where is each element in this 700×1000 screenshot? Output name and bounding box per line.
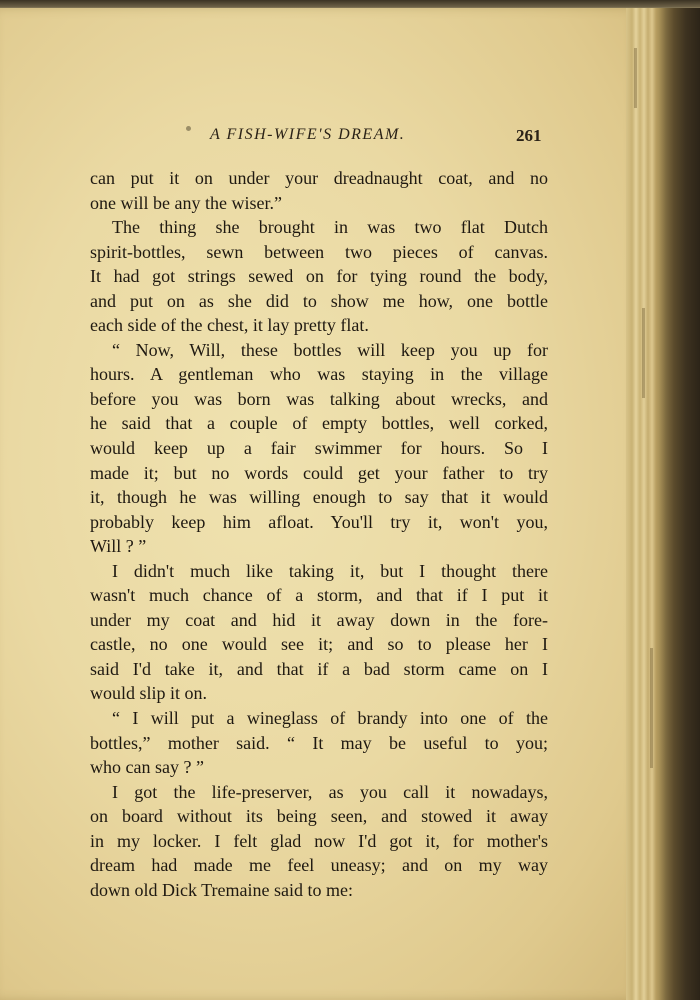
text-line: on board without its being seen, and stowed it away <box>90 806 548 827</box>
text-line: can put it on under your dreadnaught coat, and no <box>90 168 548 188</box>
text-line: before you was born was talking about wrecks, and <box>90 388 548 409</box>
text-line: in my locker. I felt glad now I'd got it, for mother's <box>90 830 548 851</box>
text-line: and put on as she did to show me how, one bottle <box>90 290 548 311</box>
text-line: who can say ? ” <box>90 757 204 778</box>
text-line: “ I will put a wineglass of brandy into one of the <box>112 708 548 729</box>
text-line: he said that a couple of empty bottles, well corked, <box>90 413 548 434</box>
text-line: each side of the chest, it lay pretty flat. <box>90 315 369 336</box>
text-line: down old Dick Tremaine said to me: <box>90 879 353 900</box>
text-line: said I'd take it, and that if a bad storm came on I <box>90 658 548 679</box>
text-line: spirit-bottles, sewn between two pieces of canvas. <box>90 241 548 262</box>
text-line: would keep up a fair swimmer for hours. So I <box>90 438 548 459</box>
paper-fold-mark <box>642 308 645 398</box>
text-line: it, though he was willing enough to say that it would <box>90 487 548 508</box>
text-line: would slip it on. <box>90 683 208 704</box>
paper-fold-mark <box>634 48 637 108</box>
page-edge-gutter <box>626 8 700 1000</box>
paper-fold-mark <box>650 648 653 768</box>
running-head-title: A FISH-WIFE'S DREAM. <box>210 126 406 143</box>
text-line: made it; but no words could get your father to try <box>90 462 548 483</box>
text-line: I didn't much like taking it, but I thought there <box>112 560 548 581</box>
text-line: Will ? ” <box>90 536 147 557</box>
text-line: under my coat and hid it away down in the fore- <box>90 609 548 630</box>
text-line: I got the life-preserver, as you call it nowadays, <box>112 781 548 802</box>
body-text <box>90 166 548 902</box>
running-head <box>0 126 640 150</box>
text-line: castle, no one would see it; and so to please her I <box>90 634 548 655</box>
text-line: probably keep him afloat. You'll try it, won't you, <box>90 511 548 532</box>
text-line: “ Now, Will, these bottles will keep you up for <box>112 339 548 360</box>
text-line: hours. A gentleman who was staying in the village <box>90 364 548 385</box>
text-line: one will be any the wiser.” <box>90 192 282 213</box>
page-number: 261 <box>516 126 542 145</box>
text-line: dream had made me feel uneasy; and on my way <box>90 855 548 876</box>
text-line: It had got strings sewed on for tying round the body, <box>90 266 548 287</box>
text-line: bottles,” mother said. “ It may be useful to you; <box>90 732 548 753</box>
text-line: The thing she brought in was two flat Dutch <box>112 217 548 238</box>
text-line: wasn't much chance of a storm, and that if I put it <box>90 585 548 606</box>
